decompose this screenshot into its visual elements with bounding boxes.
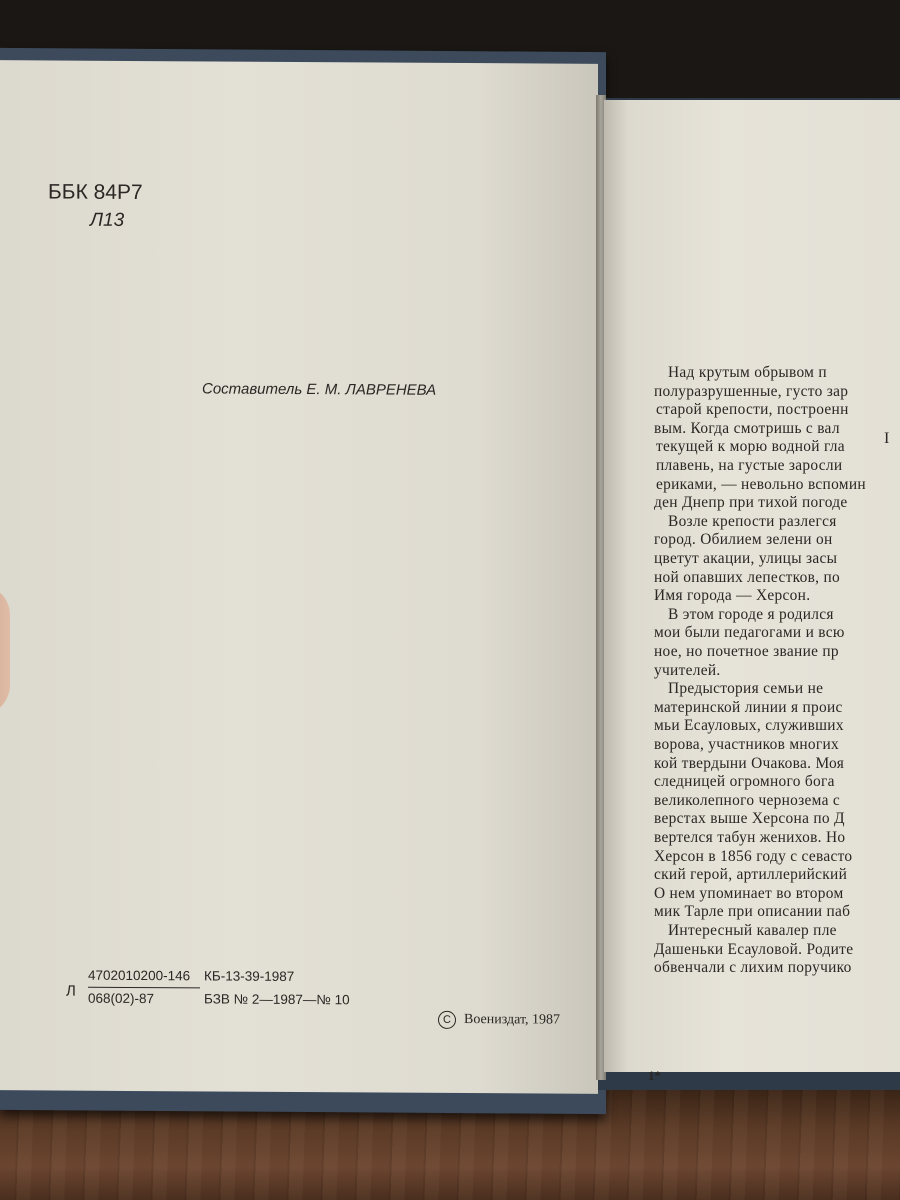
colophon-fraction-rule bbox=[88, 987, 200, 989]
text-line: Дашеньки Есауловой. Родите bbox=[654, 940, 854, 958]
text-line: ден Днепр при тихой погоде bbox=[654, 494, 848, 512]
text-line: вертелся табун женихов. Но bbox=[654, 829, 846, 846]
colophon-code-1: КБ-13-39-1987 bbox=[204, 968, 295, 984]
text-line: Возле крепости разлегся bbox=[668, 512, 837, 530]
text-line: учителей. bbox=[654, 661, 721, 679]
copyright-icon: C bbox=[438, 1011, 456, 1029]
text-line: В этом городе я родился bbox=[668, 605, 834, 623]
colophon-numerator: 4702010200-146 bbox=[88, 967, 191, 984]
text-line: полуразрушенные, густо зар bbox=[654, 382, 849, 400]
copyright-text: Воениздат, 1987 bbox=[464, 1012, 561, 1028]
text-line: следницей огромного бога bbox=[654, 773, 835, 791]
text-line: мик Тарле при описании паб bbox=[654, 903, 851, 921]
text-line: обвенчали с лихим поручико bbox=[654, 959, 852, 977]
text-line: великолепного чернозема с bbox=[654, 791, 841, 809]
text-line: цветут акации, улицы засы bbox=[654, 550, 838, 567]
left-page bbox=[0, 60, 598, 1094]
text-line: мьи Есауловых, служивших bbox=[654, 717, 844, 735]
colophon-code-2: БЗВ № 2—1987—№ 10 bbox=[204, 991, 350, 1008]
text-line: Над крутым обрывом п bbox=[668, 364, 827, 381]
text-line: Херсон в 1856 году с севасто bbox=[654, 847, 853, 865]
text-line: Предыстория семьи не bbox=[668, 680, 824, 698]
text-line: ериками, — невольно вспомин bbox=[656, 475, 866, 493]
right-page-text bbox=[612, 0, 900, 1200]
text-line: кой твердыни Очакова. Моя bbox=[654, 754, 845, 772]
text-line: Интересный кавалер пле bbox=[668, 922, 837, 939]
colophon-letter: Л bbox=[66, 982, 76, 1000]
bbk-code: ББК 84Р7 bbox=[48, 180, 143, 205]
text-line: ворова, участников многих bbox=[654, 736, 840, 753]
text-line: плавень, на густые заросли bbox=[656, 457, 843, 474]
copyright-line bbox=[438, 1011, 560, 1030]
colophon-denominator: 068(02)-87 bbox=[88, 990, 155, 1007]
text-line: материнской линии я проис bbox=[654, 698, 843, 716]
signature-mark: 1* bbox=[648, 1068, 661, 1083]
text-line: Имя города — Херсон. bbox=[654, 587, 811, 605]
text-line: старой крепости, построенн bbox=[656, 401, 849, 419]
text-line: ной опавших лепестков, по bbox=[654, 568, 840, 586]
chapter-heading: I bbox=[884, 430, 890, 447]
text-line: ский герой, артиллерийский bbox=[654, 866, 848, 884]
text-line: текущей к морю водной гла bbox=[656, 438, 845, 456]
text-line: вым. Когда смотришь с вал bbox=[654, 419, 840, 437]
text-line: верстах выше Херсона по Д bbox=[654, 810, 845, 828]
library-index: Л13 bbox=[90, 209, 125, 231]
text-line: О нем упоминает во втором bbox=[654, 884, 844, 902]
text-line: мои были педагогами и всю bbox=[654, 624, 845, 642]
compiler-credit: Составитель Е. М. ЛАВРЕНЕВА bbox=[202, 380, 437, 399]
text-line: город. Обилием зелени он bbox=[654, 531, 833, 549]
text-line: ное, но почетное звание пр bbox=[654, 643, 839, 660]
